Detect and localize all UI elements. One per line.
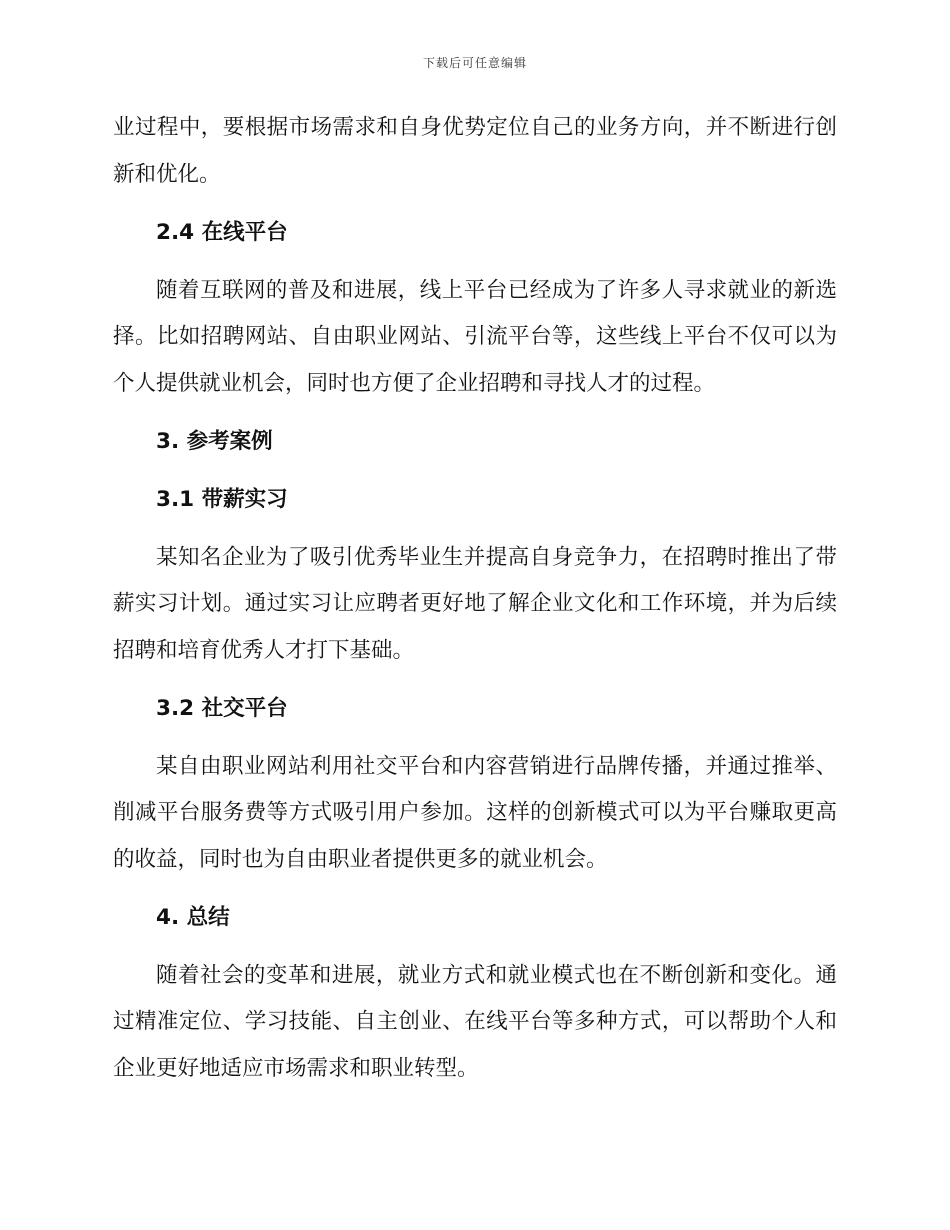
section-heading-4: 4. 总结 [156, 904, 230, 930]
section-heading-2-4: 2.4 在线平台 [156, 219, 288, 245]
paragraph-social-platform: 某自由职业网站利用社交平台和内容营销进行品牌传播，并通过推举、削减平台服务费等方式吸引用户参加。这样的创新模式可以为平台赚取更高的收益，同时也为自由职业者提供更多的就业机会。 [113, 753, 837, 872]
document-body [113, 105, 837, 1092]
section-heading-3: 3. 参考案例 [156, 428, 273, 454]
paragraph-online-platform: 随着互联网的普及和进展，线上平台已经成为了许多人寻求就业的新选择。比如招聘网站、自由职业网站、引流平台等，这些线上平台不仅可以为个人提供就业机会，同时也方便了企业招聘和寻找人才的过程。 [113, 277, 837, 396]
section-heading-3-1: 3.1 带薪实习 [156, 486, 288, 512]
paragraph-paid-internship: 某知名企业为了吸引优秀毕业生并提高自身竞争力，在招聘时推出了带薪实习计划。通过实习让应聘者更好地了解企业文化和工作环境，并为后续招聘和培育优秀人才打下基础。 [113, 544, 837, 663]
section-heading-3-2: 3.2 社交平台 [156, 695, 288, 721]
paragraph-continuation: 业过程中，要根据市场需求和自身优势定位自己的业务方向，并不断进行创新和优化。 [113, 115, 837, 187]
paragraph-summary: 随着社会的变革和进展，就业方式和就业模式也在不断创新和变化。通过精准定位、学习技能、自主创业、在线平台等多种方式，可以帮助个人和企业更好地适应市场需求和职业转型。 [113, 962, 837, 1081]
page-header: 下载后可任意编辑 [422, 56, 527, 70]
